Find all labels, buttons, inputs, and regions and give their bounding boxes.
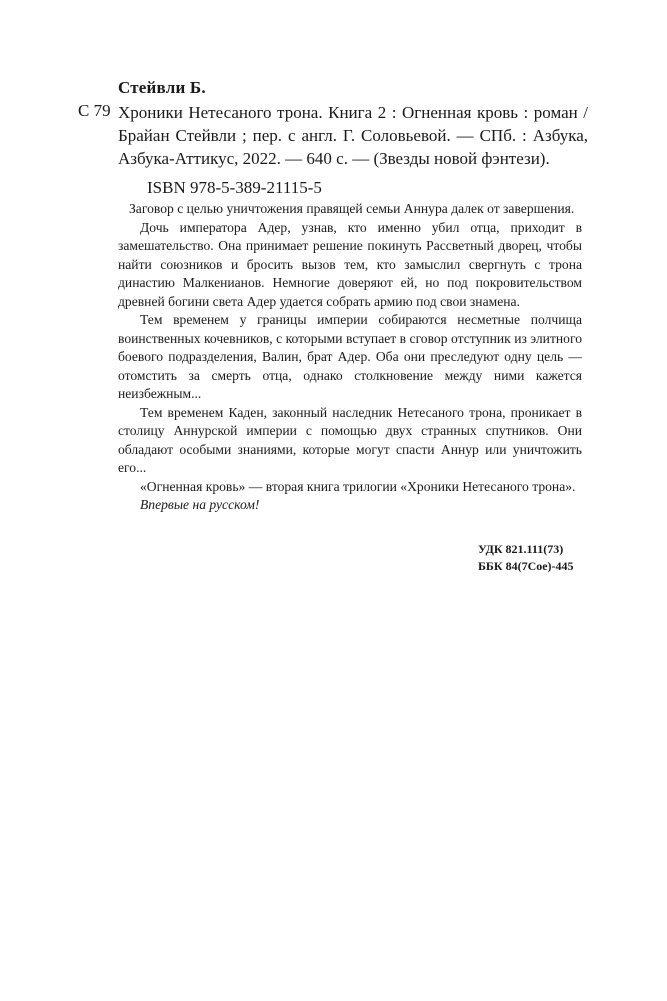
classification-codes (478, 541, 574, 575)
bibliographic-description: Хроники Нетесаного трона. Книга 2 : Огненная кровь : роман / Брайан Стейвли ; пер. с англ. Г. Соловьевой. — СПб. : Азбука, Азбука-Аттикус, 2022. — 640 с. — (Звезды новой фэнтези). (118, 103, 588, 168)
first-time-note: Впервые на русском! (140, 497, 260, 512)
udk-code: УДК 821.111(73) (478, 542, 564, 556)
annotation-paragraph: Дочь императора Адер, узнав, кто именно убил отца, приходит в замешательство. Она принимает решение покинуть Рассветный дворец, чтобы найти союзников и бросить вызов тем, кто замыслил свергнуть с трона династию Малкенианов. Немногие доверяют ей, но под покровительством древней богини света Адер удается собрать армию под свои знамена. (118, 219, 582, 309)
author-code: С 79 (78, 101, 111, 120)
isbn: ISBN 978-5-389-21115-5 (147, 178, 322, 197)
annotation-paragraph: Заговор с целью уничтожения правящей семьи Аннура далек от завершения. (129, 201, 575, 216)
annotation-paragraph: Тем временем у границы империи собираются несметные полчища воинственных кочевников, с которыми вступает в сговор отступник из элитного боевого подразделения, Валин, брат Адер. Оба они преследуют одну цель — отомстить за смерть отца, однако столкновение между ними кажется неизбежным... (118, 312, 582, 401)
annotation (118, 200, 582, 515)
bbk-code: ББК 84(7Сое)-445 (478, 559, 574, 573)
annotation-paragraph: Тем временем Каден, законный наследник Нетесаного трона, проникает в столицу Аннурской империи с помощью двух странных спутников. Они обладают особыми знаниями, которые могут спасти Аннур или уничтожить его... (118, 404, 582, 475)
author-heading: Стейвли Б. (118, 78, 206, 97)
annotation-paragraph: «Огненная кровь» — вторая книга трилогии «Хроники Нетесаного трона». (140, 478, 576, 494)
